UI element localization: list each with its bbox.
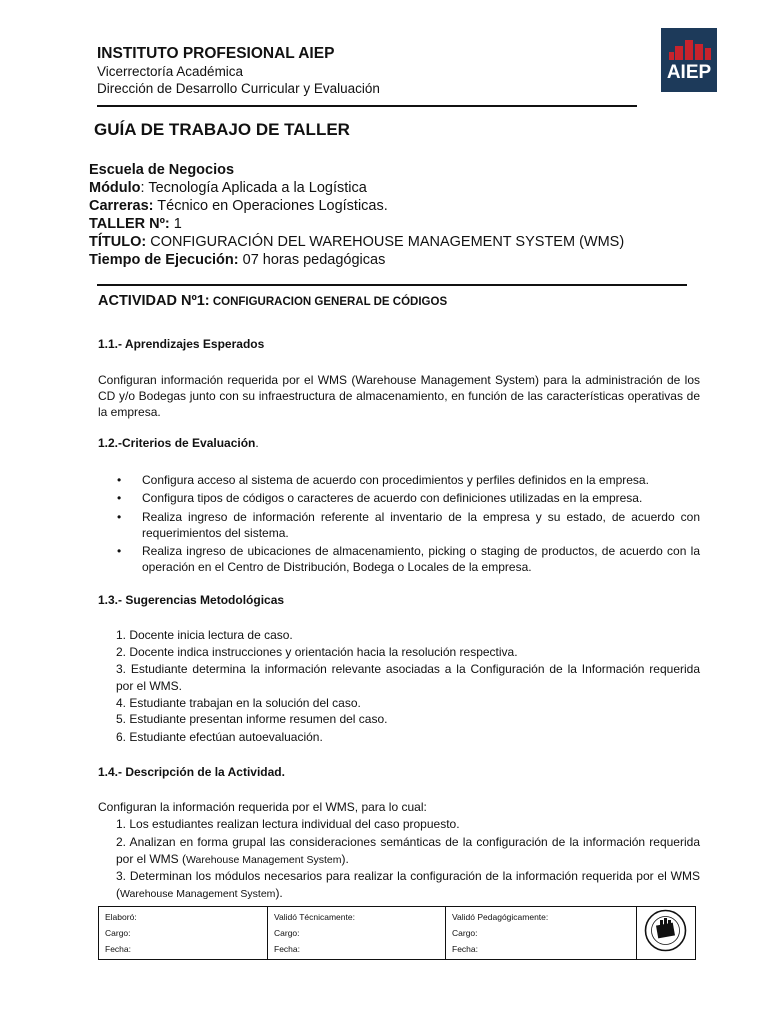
- header-divider: [97, 105, 637, 107]
- school-name: Escuela de Negocios: [89, 162, 235, 178]
- list-item: [116, 834, 700, 869]
- stamp-cell: [637, 907, 696, 960]
- modulo-line: [89, 179, 367, 197]
- list-item: 3. Estudiante determina la información relevante asociadas a la Configuración de la Información requerida por el WMS.: [116, 662, 700, 693]
- cargo-label: Cargo:: [452, 928, 478, 938]
- list-item: 4. Estudiante trabajan en la solución del caso.: [116, 696, 361, 710]
- carreras-line: [89, 197, 388, 215]
- carreras-value: Técnico en Operaciones Logísticas.: [153, 198, 388, 214]
- header-line-1: Vicerrectoría Académica: [97, 64, 244, 79]
- valido-tecnicamente-cell: [268, 907, 446, 960]
- modulo-label: Módulo: [89, 180, 141, 196]
- activity-heading: [98, 293, 447, 309]
- list-item: [117, 509, 700, 541]
- section-heading-1-2-tail: .: [255, 436, 259, 450]
- fecha-label: Fecha:: [274, 944, 300, 954]
- cargo-label: Cargo:: [274, 928, 300, 938]
- aiep-logo: [661, 28, 717, 92]
- elaboro-label: Elaboró:: [105, 912, 137, 922]
- list-item: 6. Estudiante efectúan autoevaluación.: [116, 730, 323, 744]
- taller-label: TALLER Nº:: [89, 216, 170, 232]
- aiep-seal-icon: [637, 907, 694, 954]
- list-item: 5. Estudiante presentan informe resumen del caso.: [116, 712, 388, 726]
- bullet-icon: •: [117, 491, 122, 505]
- list-item: [117, 543, 700, 575]
- activity-name: CONFIGURACION GENERAL DE CÓDIGOS: [209, 296, 448, 308]
- list-item: 1. Los estudiantes realizan lectura individual del caso propuesto.: [116, 817, 460, 831]
- item-3-system: Warehouse Management System: [120, 888, 276, 900]
- header-line-2: Dirección de Desarrollo Curricular y Evaluación: [97, 81, 380, 96]
- cargo-label: Cargo:: [105, 928, 131, 938]
- titulo-value: CONFIGURACIÓN DEL WAREHOUSE MANAGEMENT SYSTEM (WMS): [146, 234, 625, 250]
- logo-text: AIEP: [666, 62, 712, 83]
- item-3-end: ).: [275, 886, 283, 900]
- taller-value: 1: [169, 216, 182, 232]
- section-heading-1-2-text: 1.2.-Criterios de Evaluación: [98, 436, 256, 450]
- fecha-label: Fecha:: [105, 944, 131, 954]
- item-2-end: ).: [341, 852, 349, 866]
- bullet-icon: •: [117, 473, 122, 487]
- valido-pedagogicamente-cell: [446, 907, 637, 960]
- list-item: [116, 868, 700, 903]
- criterion-text: Realiza ingreso de información referente al inventario de la empresa y su estado, de acuerdo con requerimientos del sistema.: [142, 510, 700, 540]
- page-title: GUÍA DE TRABAJO DE TALLER: [94, 120, 350, 139]
- list-item: [117, 490, 700, 506]
- list-item: 1. Docente inicia lectura de caso.: [116, 628, 293, 642]
- criterion-text: Configura acceso al sistema de acuerdo con procedimientos y perfiles definidos en la empresa.: [142, 473, 649, 487]
- criterion-text: Configura tipos de códigos o caracteres de acuerdo con definiciones utilizadas en la empresa.: [142, 491, 643, 505]
- activity-label: ACTIVIDAD Nº1:: [98, 293, 210, 309]
- approval-table: [98, 906, 696, 960]
- item-3-text: 3. Determinan los módulos necesarios para realizar la configuración de la información requerida por el WMS (: [116, 869, 700, 900]
- section-text-1-1: Configuran información requerida por el WMS (Warehouse Management System) para la administración de los CD y/o Bodegas junto con su infraestructura de almacenamiento, en función de las características operativas de la empresa.: [98, 373, 700, 419]
- elaboro-cell: [99, 907, 268, 960]
- item-2-system: Warehouse Management System: [186, 854, 342, 866]
- section-heading-1-3: 1.3.- Sugerencias Metodológicas: [98, 593, 285, 607]
- section-heading-1-2: [98, 436, 259, 450]
- criterion-text: Realiza ingreso de ubicaciones de almacenamiento, picking o staging de productos, de acuerdo con la operación en el Centro de Distribución, Bodega o Locales de la empresa.: [142, 544, 700, 574]
- section-divider: [97, 284, 687, 286]
- carreras-label: Carreras:: [89, 198, 154, 214]
- valido-pedagogicamente-label: Validó Pedagógicamente:: [452, 912, 549, 922]
- tiempo-line: [89, 251, 385, 269]
- item-2-text: 2. Analizan en forma grupal las consideraciones semánticas de la configuración de la información requerida por el WMS (: [116, 835, 700, 866]
- tiempo-label: Tiempo de Ejecución:: [89, 252, 239, 268]
- fecha-label: Fecha:: [452, 944, 478, 954]
- titulo-label: TÍTULO:: [89, 234, 147, 250]
- taller-line: [89, 215, 182, 233]
- modulo-value: : Tecnología Aplicada a la Logística: [140, 180, 367, 196]
- valido-tecnicamente-label: Validó Técnicamente:: [274, 912, 355, 922]
- section-heading-1-1: 1.1.- Aprendizajes Esperados: [98, 337, 265, 351]
- section-heading-1-4: 1.4.- Descripción de la Actividad.: [98, 765, 285, 779]
- list-item: [117, 472, 700, 488]
- institute-name: INSTITUTO PROFESIONAL AIEP: [97, 45, 335, 62]
- section-intro-1-4: Configuran la información requerida por el WMS, para lo cual:: [98, 800, 427, 814]
- titulo-line: [89, 233, 624, 251]
- bullet-icon: •: [117, 510, 122, 524]
- tiempo-value: 07 horas pedagógicas: [238, 252, 386, 268]
- bullet-icon: •: [117, 544, 122, 558]
- list-item: 2. Docente indica instrucciones y orientación hacia la resolución respectiva.: [116, 645, 518, 659]
- school-line: [89, 161, 234, 179]
